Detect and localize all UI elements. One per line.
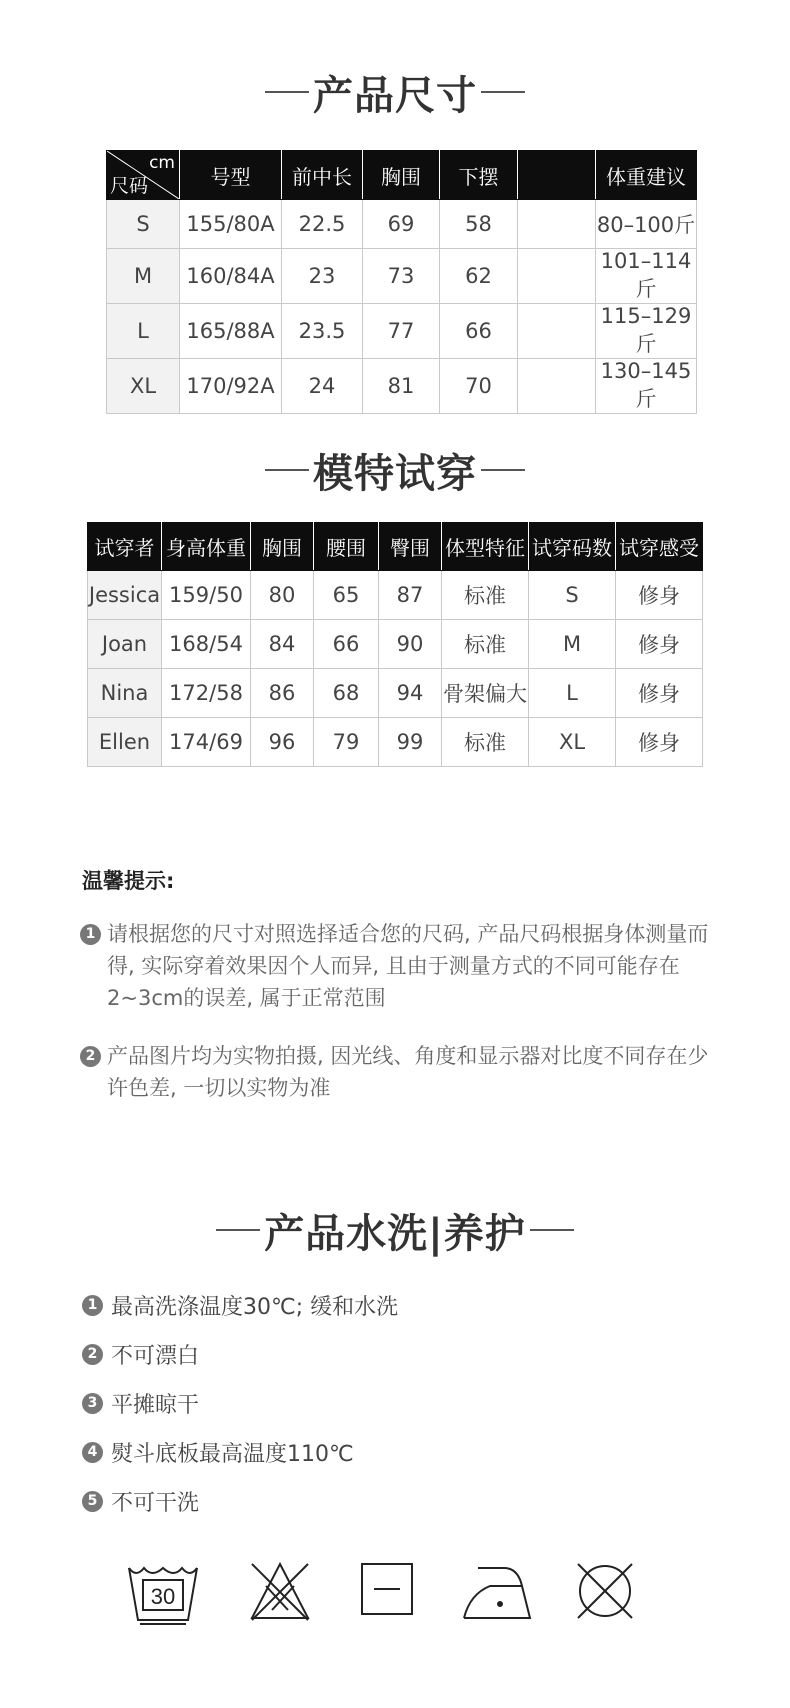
- tip-item: [80, 918, 720, 1014]
- table-row: [107, 200, 697, 249]
- wash-30-icon: [126, 1560, 200, 1626]
- table-row: [107, 304, 697, 359]
- model-cell: 标准: [442, 620, 529, 669]
- model-cell: 84: [251, 620, 314, 669]
- care-item: [82, 1388, 199, 1419]
- model-cell: Ellen: [88, 718, 162, 767]
- model-cell: 标准: [442, 571, 529, 620]
- no-bleach-icon: [248, 1560, 312, 1622]
- care-icons-row: [0, 1560, 790, 1630]
- tip-text: 产品图片均为实物拍摄, 因光线、角度和显示器对比度不同存在少许色差, 一切以实物为准: [107, 1044, 709, 1100]
- number-4-icon: 4: [82, 1442, 103, 1463]
- model-cell: Joan: [88, 620, 162, 669]
- model-header-cell: 胸围: [251, 523, 314, 571]
- size-cell: 80–100斤: [596, 200, 697, 249]
- size-cell: 66: [440, 304, 518, 359]
- title-dash-right: [481, 469, 525, 471]
- model-header-cell: 试穿感受: [616, 523, 703, 571]
- size-cell: 155/80A: [180, 200, 282, 249]
- table-row: [107, 249, 697, 304]
- size-cell: XL: [107, 359, 180, 414]
- size-header-cell: 号型: [180, 151, 282, 200]
- care-item: [82, 1290, 398, 1321]
- model-header-cell: 腰围: [314, 523, 379, 571]
- title-dash-left: [265, 469, 309, 471]
- size-cell: [518, 249, 596, 304]
- size-table-header: [107, 151, 697, 200]
- model-header-cell: 体型特征: [442, 523, 529, 571]
- size-header-cell: 胸围: [363, 151, 440, 200]
- model-cell: L: [529, 669, 616, 718]
- size-header-cell: 体重建议: [596, 151, 697, 200]
- model-header-cell: 身高体重: [162, 523, 251, 571]
- number-5-icon: 5: [82, 1491, 103, 1512]
- care-item: [82, 1486, 199, 1517]
- title-dash-left: [216, 1229, 260, 1231]
- size-cell: 115–129斤: [596, 304, 697, 359]
- number-3-icon: 3: [82, 1393, 103, 1414]
- care-item: [82, 1437, 354, 1468]
- care-item: [82, 1339, 199, 1370]
- size-cell: 73: [363, 249, 440, 304]
- number-2-icon: 2: [82, 1344, 103, 1365]
- title-dash-left: [265, 91, 309, 93]
- size-cell: 170/92A: [180, 359, 282, 414]
- size-cell: 23: [282, 249, 363, 304]
- model-cell: 90: [379, 620, 442, 669]
- model-header-cell: 试穿者: [88, 523, 162, 571]
- size-cell: 160/84A: [180, 249, 282, 304]
- model-title-text: 模特试穿: [313, 450, 477, 497]
- size-header-cell: 前中长: [282, 151, 363, 200]
- size-cell: 130–145斤: [596, 359, 697, 414]
- size-cell: 24: [282, 359, 363, 414]
- size-cell: 165/88A: [180, 304, 282, 359]
- tips-title: 温馨提示:: [82, 869, 175, 893]
- title-dash-right: [481, 91, 525, 93]
- tip-text: 请根据您的尺寸对照选择适合您的尺码, 产品尺码根据身体测量而得, 实际穿着效果因个人而异, 且由于测量方式的不同可能存在2~3cm的误差, 属于正常范围: [107, 922, 709, 1010]
- model-table-header: [88, 523, 703, 571]
- corner-label: 尺码: [110, 175, 149, 197]
- number-1-icon: 1: [80, 924, 101, 945]
- model-cell: 修身: [616, 571, 703, 620]
- size-cell: 23.5: [282, 304, 363, 359]
- size-corner-cell: [107, 151, 180, 200]
- model-section-title: [0, 440, 790, 500]
- size-cell: 101–114斤: [596, 249, 697, 304]
- care-text: 不可干洗: [111, 1491, 200, 1516]
- care-section-title: [0, 1200, 790, 1260]
- model-cell: 86: [251, 669, 314, 718]
- size-cell: 62: [440, 249, 518, 304]
- corner-unit: cm: [149, 153, 175, 173]
- wash-temp-label: 30: [150, 1584, 176, 1609]
- model-header-cell: 试穿码数: [529, 523, 616, 571]
- size-cell: 81: [363, 359, 440, 414]
- care-text: 最高洗涤温度30℃; 缓和水洗: [111, 1295, 399, 1320]
- model-cell: 修身: [616, 669, 703, 718]
- table-row: [88, 571, 703, 620]
- size-cell: 77: [363, 304, 440, 359]
- tip-item: [80, 1040, 720, 1104]
- model-cell: S: [529, 571, 616, 620]
- care-text: 平摊晾干: [111, 1393, 200, 1418]
- size-cell: [518, 359, 596, 414]
- size-cell: L: [107, 304, 180, 359]
- model-cell: 修身: [616, 620, 703, 669]
- model-cell: 159/50: [162, 571, 251, 620]
- iron-low-icon: [460, 1560, 534, 1622]
- model-cell: Nina: [88, 669, 162, 718]
- dry-flat-icon: [360, 1560, 414, 1616]
- model-cell: 174/69: [162, 718, 251, 767]
- table-row: [107, 359, 697, 414]
- size-header-cell: 下摆: [440, 151, 518, 200]
- care-text: 不可漂白: [111, 1344, 200, 1369]
- size-cell: 69: [363, 200, 440, 249]
- model-cell: XL: [529, 718, 616, 767]
- model-cell: 66: [314, 620, 379, 669]
- model-cell: 标准: [442, 718, 529, 767]
- number-2-icon: 2: [80, 1046, 101, 1067]
- title-dash-right: [530, 1229, 574, 1231]
- size-header-cell: [518, 151, 596, 200]
- size-section-title: [0, 62, 790, 122]
- care-title-text: 产品水洗|养护: [264, 1210, 526, 1257]
- model-cell: 172/58: [162, 669, 251, 718]
- model-header-cell: 臀围: [379, 523, 442, 571]
- no-dry-clean-icon: [574, 1560, 636, 1622]
- size-cell: 22.5: [282, 200, 363, 249]
- model-cell: 80: [251, 571, 314, 620]
- model-cell: 99: [379, 718, 442, 767]
- model-cell: 68: [314, 669, 379, 718]
- size-title-text: 产品尺寸: [313, 72, 477, 119]
- size-cell: S: [107, 200, 180, 249]
- model-table: [87, 522, 703, 767]
- model-cell: 修身: [616, 718, 703, 767]
- number-1-icon: 1: [82, 1295, 103, 1316]
- size-table: [106, 150, 697, 414]
- size-cell: M: [107, 249, 180, 304]
- size-cell: 58: [440, 200, 518, 249]
- model-cell: Jessica: [88, 571, 162, 620]
- model-cell: 94: [379, 669, 442, 718]
- size-cell: [518, 304, 596, 359]
- model-cell: 87: [379, 571, 442, 620]
- model-cell: M: [529, 620, 616, 669]
- table-row: [88, 669, 703, 718]
- care-text: 熨斗底板最高温度110℃: [111, 1442, 354, 1467]
- table-row: [88, 718, 703, 767]
- table-row: [88, 620, 703, 669]
- model-cell: 168/54: [162, 620, 251, 669]
- model-cell: 骨架偏大: [442, 669, 529, 718]
- size-cell: [518, 200, 596, 249]
- model-cell: 65: [314, 571, 379, 620]
- model-cell: 96: [251, 718, 314, 767]
- size-cell: 70: [440, 359, 518, 414]
- model-cell: 79: [314, 718, 379, 767]
